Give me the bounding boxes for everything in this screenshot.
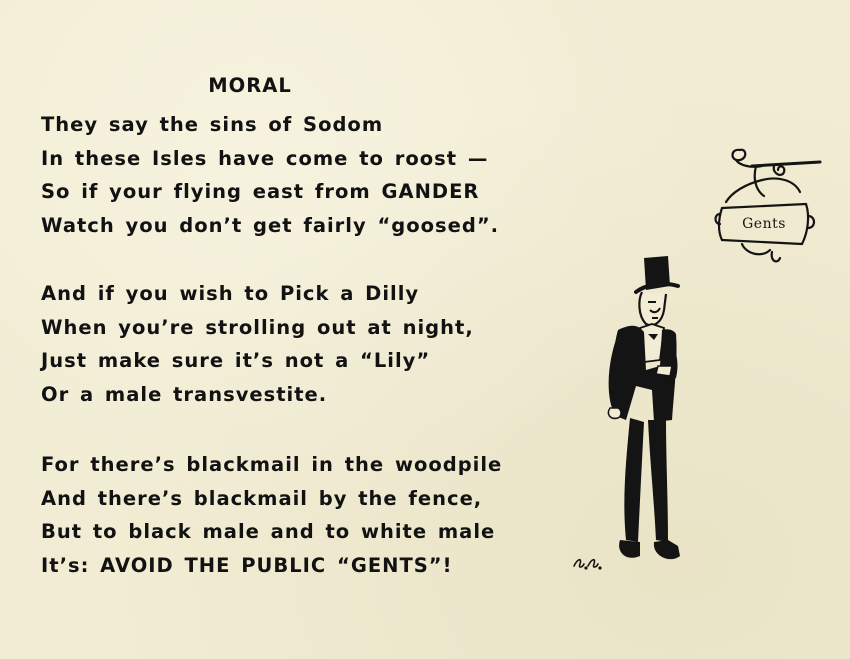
poem-line: For there’s blackmail in the woodpile <box>41 453 503 476</box>
gents-sign <box>712 136 832 270</box>
top-hat-man-drawing <box>596 250 696 580</box>
poem-title: MORAL <box>208 74 292 97</box>
stanza-2 <box>41 277 474 411</box>
poem-line: They say the sins of Sodom <box>41 113 384 136</box>
top-hat-man-illustration <box>596 250 696 580</box>
poem-line: It’s: AVOID THE PUBLIC “GENTS”! <box>41 553 453 577</box>
poem-line: And there’s blackmail by the fence, <box>41 486 483 510</box>
artist-signature <box>572 554 604 572</box>
poem-line: Just make sure it’s not a “Lily” <box>41 349 431 372</box>
poem-line: So if your flying east from GANDER <box>41 180 480 203</box>
poem-line: When you’re strolling out at night, <box>41 315 474 339</box>
poem-line: Watch you don’t get fairly “goosed”. <box>41 213 500 237</box>
gents-sign-drawing <box>712 136 832 270</box>
signature-drawing <box>572 554 604 572</box>
poem-line: In these Isles have come to roost — <box>41 146 489 170</box>
stanza-1 <box>41 108 499 242</box>
stanza-3 <box>41 448 502 582</box>
poem-line: Or a male transvestite. <box>41 382 328 406</box>
poem-line: And if you wish to Pick a Dilly <box>41 282 420 305</box>
sign-label: Gents <box>742 216 786 232</box>
poem-line: But to black male and to white male <box>41 520 496 543</box>
